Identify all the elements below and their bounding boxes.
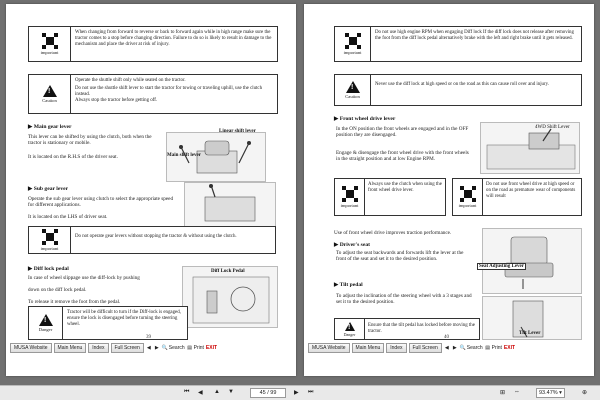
print-icon: ▤ [485, 345, 490, 351]
danger-notice-1 [28, 306, 188, 340]
important-label: important [343, 50, 362, 55]
viewer-toolbar [0, 385, 600, 400]
index-button[interactable]: Index [386, 343, 406, 353]
page-39 [6, 4, 296, 376]
exit-button[interactable]: EXIT [503, 345, 516, 351]
caution-line-3: Always stop the tractor before getting off. [75, 98, 158, 104]
next-page-icon: ▶ [452, 345, 457, 351]
search-button[interactable]: 🔍 Search [161, 345, 185, 351]
diff-lock-text-2: down on the diff lock pedal. [28, 287, 87, 293]
caution-label: Caution [345, 94, 360, 99]
4wd-lever-drawing [481, 123, 581, 175]
important-label: important [40, 246, 59, 251]
tilt-illustration [482, 296, 582, 340]
important-notice-5 [452, 178, 582, 216]
page-number-40: 40 [444, 335, 449, 340]
zoom-in-icon[interactable]: ⊕ [582, 390, 588, 396]
sub-gear-illustration [184, 182, 276, 227]
diff-lock-illustration [182, 266, 278, 328]
danger-text: Ensure that the tilt pedal has locked before moving the tractor. [368, 323, 475, 335]
important-text: Do not use high engine RPM when engaging Diff lock If the diff lock does not release after removing the foot from the diff lock pedal alternatively brake with the left and right brake until it gets released. [375, 30, 574, 42]
search-icon: 🔍 [459, 345, 467, 351]
important-text: Do not use front wheel drive at high speed or on the road as premature wear of components will result [486, 182, 576, 200]
print-icon: ▤ [187, 345, 192, 351]
caution-text: Never use the diff lock at high speed or on the road as this can cause roll over and injury. [375, 82, 549, 87]
index-button[interactable]: Index [88, 343, 108, 353]
main-shift-label: Main shift lever [167, 153, 201, 158]
front-wheel-illustration [480, 122, 580, 174]
zoom-select[interactable]: 93.47% ▾ [536, 388, 565, 398]
diff-lock-label: Diff Lock Pedal [211, 269, 245, 274]
warning-triangle-icon [39, 314, 53, 326]
full-screen-button[interactable]: Full Screen [111, 343, 144, 353]
first-page-icon[interactable]: ⏮ [184, 389, 190, 395]
front-wheel-text-2: Engage & disengage the front wheel drive with the front wheels in the straight position and at low Engine RPM. [336, 150, 469, 163]
danger-label: Danger [343, 331, 356, 337]
next-page-icon[interactable]: ▶ [294, 390, 299, 396]
diff-lock-text-1: In case of wheel slippage use the diff-lock by pushing [28, 275, 140, 281]
tilt-pedal-text: To adjust the inclination of the steering wheel with a 3 stages and set it to the desired position. [336, 293, 472, 306]
important-label: important [458, 203, 477, 208]
important-notice-1 [28, 26, 278, 62]
next-page-button[interactable] [154, 345, 160, 351]
warning-triangle-icon [345, 322, 355, 331]
important-grid-icon [342, 186, 358, 202]
sub-gear-text-1: Operate the sub gear lever using clutch to select the appropriate speed for different applications. [28, 196, 174, 209]
important-notice-2 [28, 226, 276, 254]
print-button[interactable]: ▤ Print [187, 345, 204, 351]
warning-triangle-icon [43, 85, 57, 97]
seat-adjusting-label: Seat Adjusting Lever [479, 264, 524, 269]
prev-page-icon: ◀ [146, 345, 151, 351]
tilt-pedal-heading: ▶ Tilt pedal [334, 282, 363, 288]
prev-page-icon: ◀ [444, 345, 449, 351]
musa-website-button[interactable]: MUSA Website [10, 343, 52, 353]
caution-line-2: Do not use the shuttle shift lever to start the tractor for towing or traveling uphill, use the clutch instead. [75, 86, 263, 98]
important-symbol [335, 27, 371, 61]
next-page-button[interactable] [452, 345, 458, 351]
caution-label: Caution [42, 98, 57, 103]
warning-triangle-icon [346, 81, 360, 93]
front-wheel-usage-note: Use of front wheel drive improves traction performance. [334, 230, 452, 236]
print-button[interactable]: ▤ Print [485, 345, 502, 351]
caution-notice-2 [334, 74, 582, 106]
next-page-icon: ▶ [154, 345, 159, 351]
important-grid-icon [345, 33, 361, 49]
main-gear-text-2: It is located on the R.H.S of the driver seat. [28, 154, 118, 160]
important-text: When changing from forward to reverse or back to forward again while in high range make sure the tractor comes to a stop before changing direction. Failure to do so is likely to result in damage to the mechanism and place the driver at risk of injury. [75, 30, 272, 48]
important-symbol [29, 227, 71, 253]
page-number-39: 39 [146, 335, 151, 340]
seat-drawing [483, 229, 583, 295]
important-text: Do not operate gear levers without stopping the tractor & without using the clutch. [75, 234, 237, 239]
important-symbol [453, 179, 483, 215]
danger-symbol [29, 307, 63, 339]
fit-width-icon[interactable]: ⇔ [514, 389, 520, 395]
seat-illustration [479, 228, 582, 294]
linear-shift-label: Linear shift lever [219, 129, 256, 134]
important-notice-3 [334, 26, 582, 62]
important-grid-icon [42, 229, 58, 245]
page-down-icon[interactable]: ▼ [228, 389, 234, 395]
danger-text: Tractor will be difficult to turn if the Diff-lock is engaged, ensure the lock is disengaged before turning the steering wheel. [67, 310, 181, 328]
caution-symbol [335, 75, 371, 105]
page-40 [304, 4, 594, 376]
4wd-lever-label: 4WD Shift Lever [535, 125, 570, 130]
right-page-navbar [304, 342, 594, 354]
important-symbol [335, 179, 365, 215]
prev-page-icon[interactable]: ◀ [198, 390, 203, 396]
important-label: important [340, 203, 359, 208]
sub-gear-heading: ▶ Sub gear lever [28, 186, 69, 192]
danger-notice-2 [334, 318, 480, 340]
caution-text [75, 78, 275, 104]
gear-lever-drawing [167, 133, 267, 183]
diff-lock-drawing [183, 267, 279, 329]
page-up-icon[interactable]: ▲ [214, 389, 220, 395]
diff-lock-heading: ▶ Diff lock pedal [28, 266, 69, 272]
main-menu-button[interactable]: Main Menu [54, 343, 87, 353]
exit-button[interactable]: EXIT [205, 345, 218, 351]
caution-symbol [29, 75, 71, 113]
front-wheel-text-1: In the ON position the front wheels are engaged and in the OFF position they are disengaged. [336, 126, 469, 139]
last-page-icon[interactable]: ⏭ [308, 389, 314, 395]
prev-page-button[interactable] [146, 345, 152, 351]
danger-symbol [335, 319, 365, 339]
important-notice-4 [334, 178, 446, 216]
sub-gear-drawing [185, 183, 277, 228]
search-icon: 🔍 [161, 345, 169, 351]
main-menu-button[interactable]: Main Menu [352, 343, 385, 353]
danger-label: Danger [38, 327, 53, 332]
musa-website-button[interactable]: MUSA Website [308, 343, 350, 353]
important-text: Always use the clutch when using the front wheel drive lever. [368, 182, 442, 194]
main-gear-text-1: This lever can be shifted by using the clutch, both when the tractor is stationary or mobile. [28, 134, 152, 147]
important-grid-icon [42, 33, 58, 49]
important-label: important [40, 50, 59, 55]
main-gear-illustration [166, 129, 266, 182]
front-wheel-heading: ▶ Front wheel drive lever [334, 116, 396, 122]
left-page-navbar [6, 342, 296, 354]
important-grid-icon [460, 186, 476, 202]
diff-lock-text-3: To release it remove the foot from the pedal. [28, 299, 121, 305]
driver-seat-text: To adjust the seat backwards and forwards lift the lever at the front of the seat and set it to the desired position. [336, 250, 464, 263]
full-screen-button[interactable]: Full Screen [409, 343, 442, 353]
page-number-input[interactable]: 45 / 99 [250, 388, 286, 398]
driver-seat-heading: ▶ Driver's seat [334, 242, 370, 248]
search-button[interactable]: 🔍 Search [459, 345, 483, 351]
caution-notice-1 [28, 74, 278, 114]
important-symbol [29, 27, 71, 61]
prev-page-button[interactable] [444, 345, 450, 351]
main-gear-heading: ▶ Main gear lever [28, 124, 72, 130]
tilt-lever-label: Tilt Lever [519, 331, 541, 336]
fit-page-icon[interactable]: ⊞ [500, 390, 506, 396]
sub-gear-text-2: It is located on the LHS of driver seat. [28, 214, 108, 220]
caution-line-1: Operate the shuttle shift only while seated on the tractor. [75, 78, 186, 83]
